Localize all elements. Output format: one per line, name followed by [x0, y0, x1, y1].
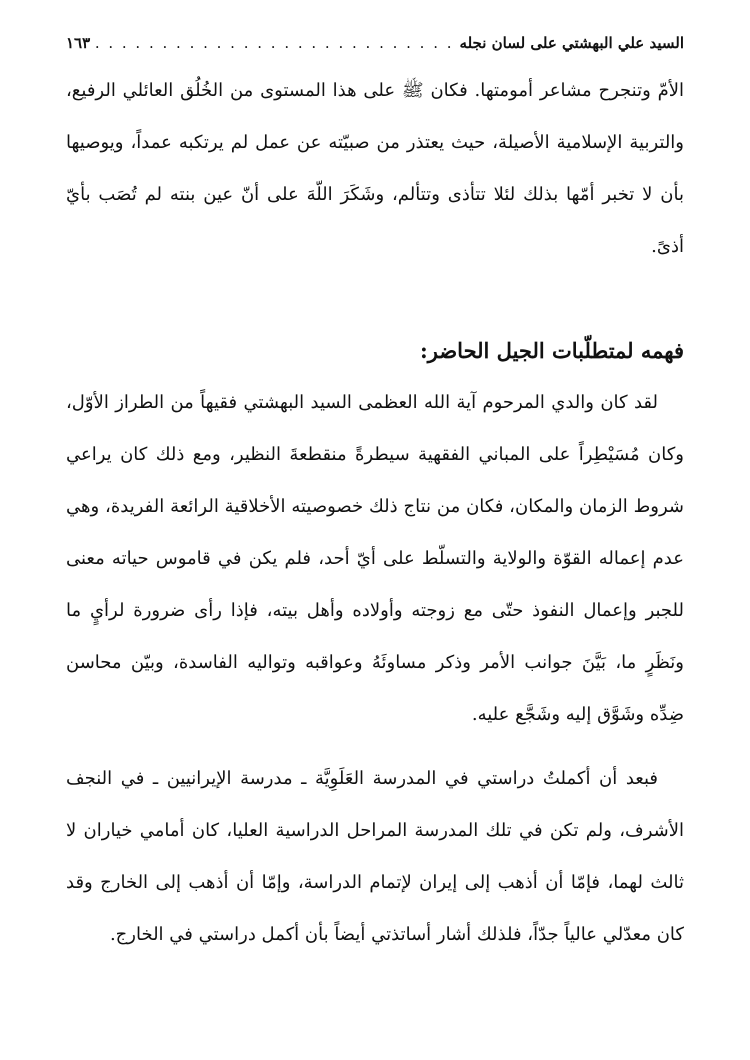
running-header-title: السيد علي البهشتي على لسان نجله: [459, 34, 684, 52]
book-page: [66, 30, 684, 961]
header-dot-leader: [96, 30, 453, 56]
body-paragraph: فبعد أن أكملتُ دراستي في المدرسة العَلَوِيَّة ـ مدرسة الإيرانيين ـ في النجف الأشرف، ولم تكن في تلك المدرسة المراحل الدراسية العليا، كان أمامي خياران لا ثالث لهما، فإمّا أن أذهب إلى إيران لإتمام الدراسة، وإمّا أن أذهب إلى الخارج وقد كان معدّلي عالياً جدّاً، فلذلك أشار أساتذتي أيضاً بأن أكمل دراستي في الخارج.: [66, 768, 684, 945]
body-paragraph: الأمّ وتنجرح مشاعر أمومتها. فكان ﷺ على هذا المستوى من الخُلُق العائلي الرفيع، والتربية الإسلامية الأصيلة، حيث يعتذر من صبيّته عن عمل لم يرتكبه عمداً، ويوصيها بأن لا تخبر أمّها بذلك لئلا تتأذى وتتألم، وشَكَرَ اللّهَ على أنّ عين بنته لم تُصَب بأيّ أذىً.: [66, 80, 684, 257]
paragraph-gap: [66, 741, 684, 753]
running-header: [66, 30, 684, 56]
section-heading: فهمه لمتطلّبات الجيل الحاضر:: [420, 338, 684, 363]
page-number: ١٦٣: [66, 34, 91, 52]
body-paragraph: لقد كان والدي المرحوم آية الله العظمى السيد البهشتي فقيهاً من الطراز الأوّل، وكان مُسَيْطِراً على المباني الفقهية سيطرةً منقطعةَ النظير، ومع ذلك كان يراعي شروط الزمان والمكان، فكان من نتاج ذلك خصوصيته الأخلاقية الرائعة الفريدة، وهي عدم إعماله القوّة والولاية والتسلّط على أيّ أحد، فلم يكن في قاموس حياته معنى للجبر وإعمال النفوذ حتّى مع زوجته وأولاده وأهل بيته، فإذا رأى ضرورة لرأيٍ ما ونَظَرٍ ما، بَيَّنَ جوانب الأمر وذكر مساوئَهُ وعواقبه وتواليه الفاسدة، وبيّن محاسن ضِدِّه وشَوَّق إليه وشَجَّع عليه.: [66, 392, 684, 725]
